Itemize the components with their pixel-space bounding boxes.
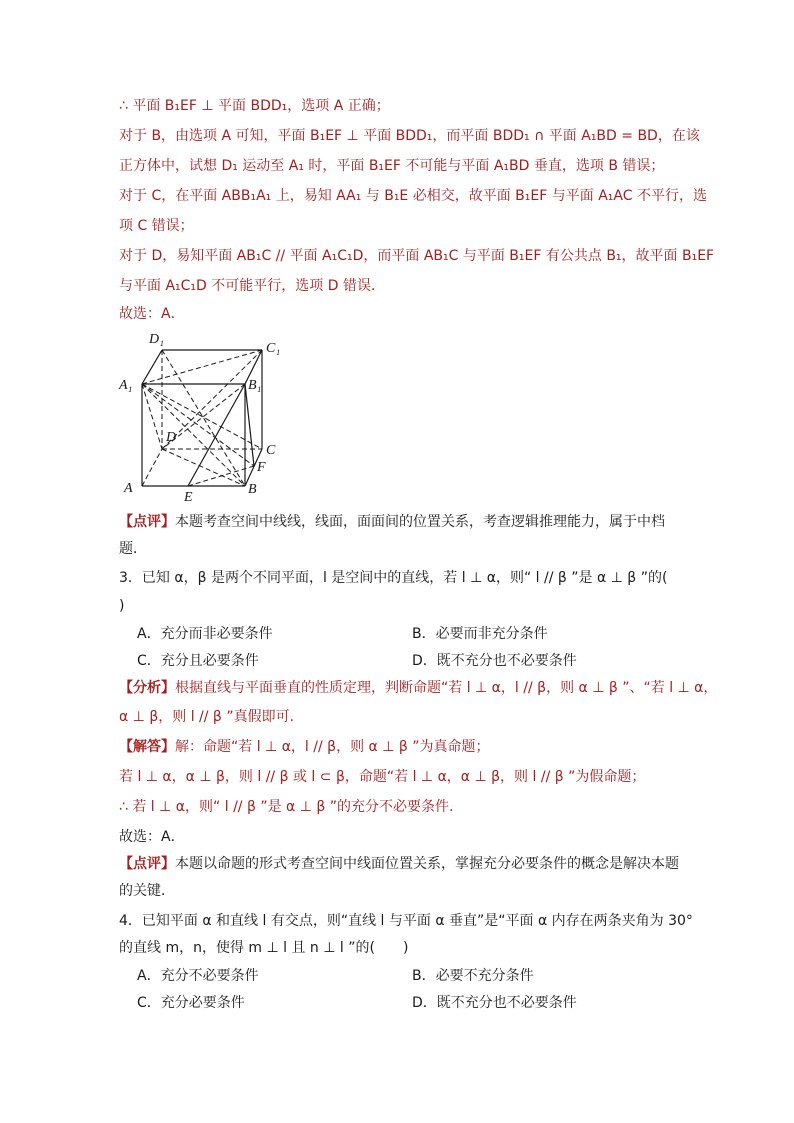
- label-C1: C₁: [266, 341, 281, 356]
- label-F: F: [257, 460, 266, 475]
- cube-figure: [115, 325, 290, 505]
- answer-line-3: ∴ 若 l ⊥ α，则“ l // β ”是 α ⊥ β ”的充分不必要条件.: [119, 799, 454, 815]
- question-4-option-a: A．充分不必要条件: [137, 968, 259, 984]
- question-3-option-d: D．既不充分也不必要条件: [412, 653, 577, 669]
- comment-text: 本题以命题的形式考查空间中线面位置关系，掌握充分必要条件的概念是解决本题: [175, 856, 679, 872]
- solution-line-3: 正方体中，试想 D₁ 运动至 A₁ 时，平面 B₁EF 不可能与平面 A₁BD 垂直，选项 B 错误；: [119, 158, 665, 174]
- question-3-option-a: A．充分而非必要条件: [137, 626, 273, 642]
- question-3-stem: 3．已知 α，β 是两个不同平面，l 是空间中的直线，若 l ⊥ α，则“ l // β ”是 α ⊥ β ”的(: [119, 570, 668, 586]
- comment-tag: 【点评】: [119, 856, 175, 872]
- analysis-text: 根据直线与平面垂直的性质定理，判断命题“若 l ⊥ α，l // β，则 α ⊥ β ”、“若 l ⊥ α，: [175, 680, 718, 696]
- solution-line-1: ∴ 平面 B₁EF ⊥ 平面 BDD₁，选项 A 正确；: [119, 98, 390, 114]
- answer-text: 解：命题“若 l ⊥ α，l // β，则 α ⊥ β ”为真命题；: [175, 739, 490, 755]
- solution-line-2: 对于 B，由选项 A 可知，平面 B₁EF ⊥ 平面 BDD₁，而平面 BDD₁ ∩ 平面 A₁BD = BD，在该: [119, 128, 700, 144]
- comment-tag: 【点评】: [119, 514, 175, 530]
- question-4-stem-2: 的直线 m，n，使得 m ⊥ l 且 n ⊥ l ”的( ): [119, 940, 409, 956]
- question-4-option-d: D．既不充分也不必要条件: [412, 995, 577, 1011]
- answer-line-4: 故选：A．: [119, 829, 185, 845]
- label-D: D: [166, 430, 177, 445]
- question-4-option-b: B．必要不充分条件: [412, 968, 534, 984]
- question-3-option-c: C．充分且必要条件: [137, 653, 259, 669]
- label-A: A: [124, 481, 133, 496]
- comment-2-line-1: [119, 854, 679, 874]
- answer-line-2: 若 l ⊥ α，α ⊥ β，则 l // β 或 l ⊂ β，命题“若 l ⊥ α，α ⊥ β，则 l // β ”为假命题；: [119, 769, 646, 785]
- label-D1: D₁: [149, 332, 164, 347]
- answer-line-1: [119, 737, 490, 757]
- analysis-line-1: [119, 678, 717, 698]
- comment-1-line-1: [119, 512, 665, 532]
- label-A1: A₁: [119, 378, 133, 393]
- solution-line-5: 项 C 错误；: [119, 218, 194, 234]
- solution-line-4: 对于 C，在平面 ABB₁A₁ 上，易知 AA₁ 与 B₁E 必相交，故平面 B₁EF 与平面 A₁AC 不平行，选: [119, 188, 707, 204]
- comment-text: 本题考查空间中线线，线面，面面间的位置关系，考查逻辑推理能力，属于中档: [175, 514, 665, 530]
- solution-line-6: 对于 D，易知平面 AB₁C // 平面 A₁C₁D，而平面 AB₁C 与平面 B₁EF 有公共点 B₁，故平面 B₁EF: [119, 248, 715, 264]
- solution-line-7: 与平面 A₁C₁D 不可能平行，选项 D 错误．: [119, 278, 385, 294]
- comment-1-line-2: 题．: [119, 541, 147, 557]
- question-4-stem-1: 4．已知平面 α 和直线 l 有交点，则“直线 l 与平面 α 垂直”是“平面 α 内存在两条夹角为 30°: [119, 913, 693, 929]
- comment-2-line-2: 的关键．: [119, 883, 175, 899]
- answer-choice-line: 故选：A．: [119, 306, 185, 322]
- question-3-paren: ): [119, 598, 125, 614]
- label-E: E: [184, 490, 193, 505]
- label-C: C: [266, 443, 276, 458]
- analysis-line-2: α ⊥ β，则 l // β ”真假即可.: [119, 709, 295, 725]
- question-4-option-c: C．充分必要条件: [137, 995, 245, 1011]
- answer-tag: 【解答】: [119, 739, 175, 755]
- label-B: B: [248, 482, 257, 497]
- label-B1: B₁: [248, 378, 262, 393]
- question-3-option-b: B．必要而非充分条件: [412, 626, 548, 642]
- analysis-tag: 【分析】: [119, 680, 175, 696]
